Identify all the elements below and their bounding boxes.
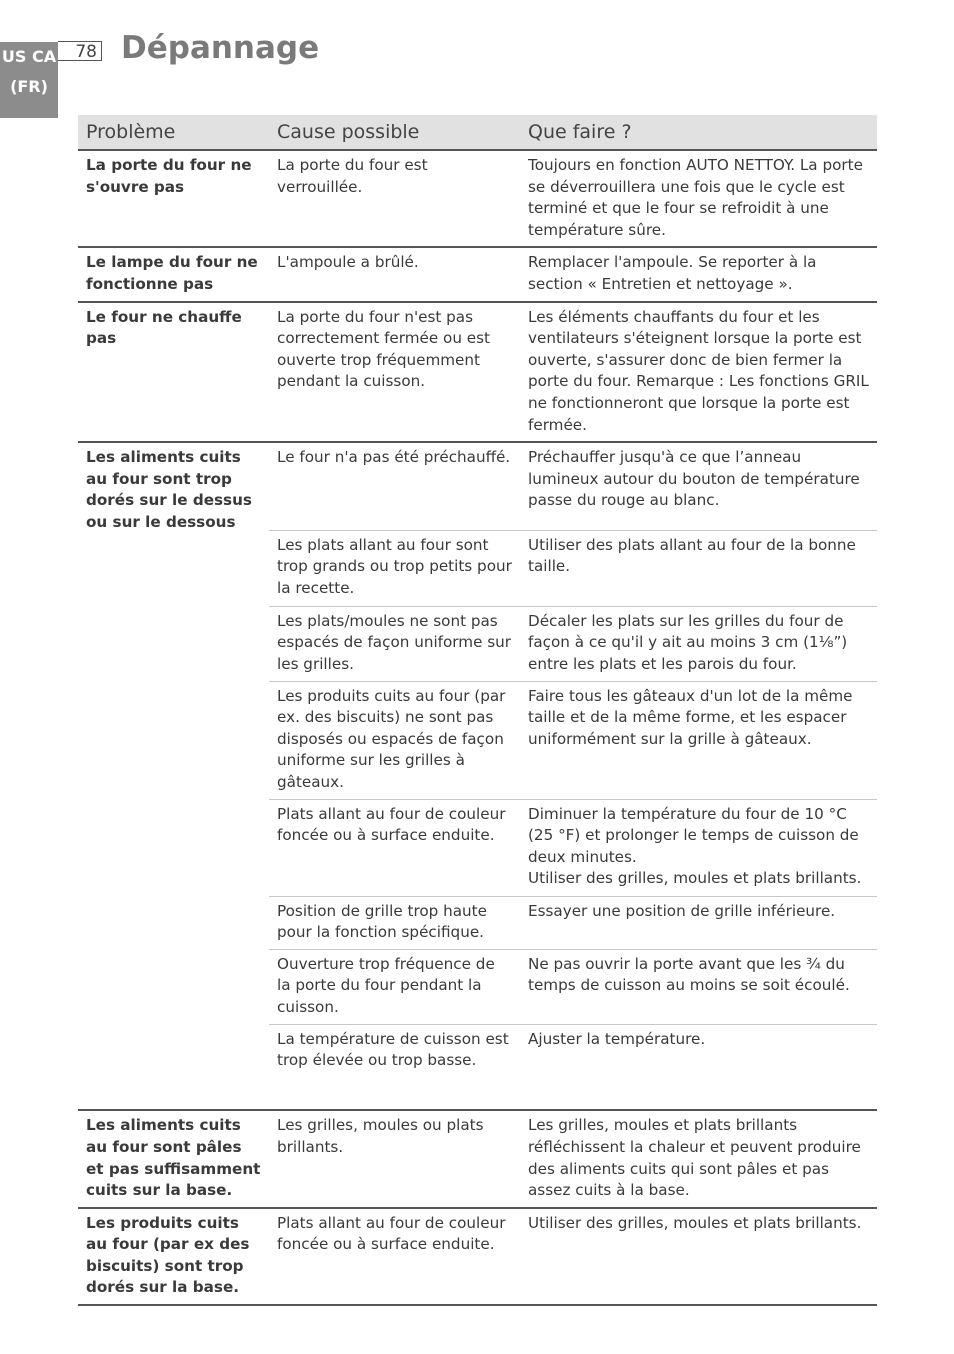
- troubleshooting-table: [78, 115, 877, 1306]
- region-label: US CA: [1, 47, 57, 66]
- cause-cell: La porte du four est verrouillée.: [269, 150, 520, 247]
- fix-cell: Les éléments chauffants du four et les ventilateurs s'éteignent lorsque la porte est ouverte, s'assurer donc de bien fermer la porte du four. Remarque : Les fonctions GRIL ne fonctionneront que lorsque la porte est fermée.: [520, 302, 877, 443]
- column-header-cause: Cause possible: [269, 115, 520, 150]
- problem-cell: Le four ne chauffe pas: [78, 302, 269, 443]
- cause-cell: L'ampoule a brûlé.: [269, 247, 520, 301]
- cause-cell: Position de grille trop haute pour la fonction spécifique.: [269, 896, 520, 949]
- problem-cell: Le lampe du four ne fonctionne pas: [78, 247, 269, 301]
- fix-cell: Remplacer l'ampoule. Se reporter à la section « Entretien et nettoyage ».: [520, 247, 877, 301]
- fix-cell: Ne pas ouvrir la porte avant que les ¾ du temps de cuisson au moins se soit écoulé.: [520, 949, 877, 1024]
- cause-cell: Ouverture trop fréquence de la porte du four pendant la cuisson.: [269, 949, 520, 1024]
- fix-cell: Essayer une position de grille inférieure.: [520, 896, 877, 949]
- cause-cell: Plats allant au four de couleur foncée ou à surface enduite.: [269, 1208, 520, 1305]
- column-header-fix: Que faire ?: [520, 115, 877, 150]
- column-header-problem: Problème: [78, 115, 269, 150]
- table-row: [78, 302, 877, 443]
- table-header-row: [78, 115, 877, 150]
- fix-cell: [520, 799, 877, 896]
- cause-cell: Plats allant au four de couleur foncée ou à surface enduite.: [269, 799, 520, 896]
- table-row: [78, 1208, 877, 1305]
- page-title: Dépannage: [121, 30, 320, 66]
- problem-cell: Les produits cuits au four (par ex des biscuits) sont trop dorés sur la base.: [78, 1208, 269, 1305]
- table-row: [78, 442, 877, 530]
- fix-cell: Décaler les plats sur les grilles du four de façon à ce qu'il y ait au moins 3 cm (1⅛”) entre les plats et les parois du four.: [520, 606, 877, 681]
- fix-cell: Utiliser des grilles, moules et plats brillants.: [520, 1208, 877, 1305]
- table-row: [78, 1110, 877, 1207]
- cause-cell: Les produits cuits au four (par ex. des biscuits) ne sont pas disposés ou espacés de façon uniforme sur les grilles à gâteaux.: [269, 681, 520, 799]
- page-number: 78: [58, 41, 102, 61]
- region-tab: [0, 42, 58, 118]
- cause-cell: Le four n'a pas été préchauffé.: [269, 442, 520, 530]
- cause-cell: La porte du four n'est pas correctement fermée ou est ouverte trop fréquemment pendant la cuisson.: [269, 302, 520, 443]
- fix-cell: Faire tous les gâteaux d'un lot de la même taille et de la même forme, et les espacer uniformément sur la grille à gâteaux.: [520, 681, 877, 799]
- problem-cell: Les aliments cuits au four sont pâles et pas suffisamment cuits sur la base.: [78, 1110, 269, 1207]
- problem-cell: Les aliments cuits au four sont trop dorés sur le dessus ou sur le dessous: [78, 442, 269, 1110]
- problem-cell: La porte du four ne s'ouvre pas: [78, 150, 269, 247]
- table-row: [78, 150, 877, 247]
- cause-cell: Les plats/moules ne sont pas espacés de façon uniforme sur les grilles.: [269, 606, 520, 681]
- fix-cell: Ajuster la température.: [520, 1024, 877, 1110]
- language-label: (FR): [10, 77, 48, 96]
- fix-cell: Les grilles, moules et plats brillants réfléchissent la chaleur et peuvent produire des aliments cuits qui sont pâles et pas assez cuits à la base.: [520, 1110, 877, 1207]
- cause-cell: La température de cuisson est trop élevée ou trop basse.: [269, 1024, 520, 1110]
- fix-cell: Toujours en fonction AUTO NETTOY. La porte se déverrouillera une fois que le cycle est terminé et que le four se refroidit à une température sûre.: [520, 150, 877, 247]
- cause-cell: Les grilles, moules ou plats brillants.: [269, 1110, 520, 1207]
- table-row: [78, 247, 877, 301]
- fix-cell: Utiliser des plats allant au four de la bonne taille.: [520, 530, 877, 606]
- fix-text: Utiliser des grilles, moules et plats brillants.: [528, 869, 862, 888]
- cause-cell: Les plats allant au four sont trop grands ou trop petits pour la recette.: [269, 530, 520, 606]
- fix-cell: Préchauffer jusqu'à ce que l’anneau lumineux autour du bouton de température passe du rouge au blanc.: [520, 442, 877, 530]
- fix-text: Diminuer la température du four de 10 °C (25 °F) et prolonger le temps de cuisson de deux minutes.: [528, 804, 859, 866]
